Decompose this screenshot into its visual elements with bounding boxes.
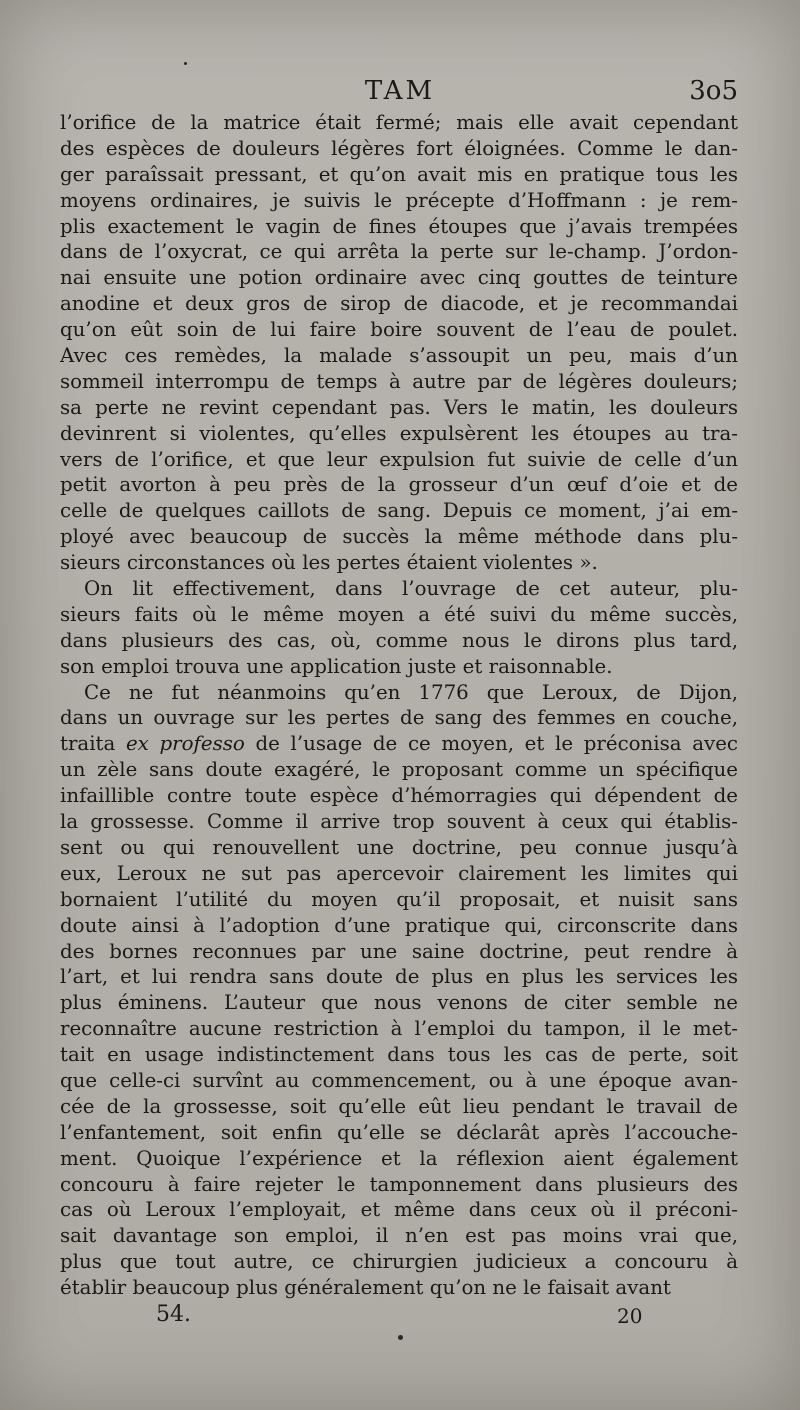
paragraph	[60, 680, 738, 1301]
ink-speck	[398, 1335, 403, 1340]
text-line: moyens ordinaires, je suivis le précepte d’Hoffmann : je rem-	[60, 188, 738, 212]
text-line	[60, 731, 738, 757]
text-line: vers de l’orifice, et que leur expulsion fut suivie de celle d’un	[60, 447, 738, 471]
text-line: tait en usage indistinctement dans tous les cas de perte, soit	[60, 1043, 738, 1067]
text-line: sa perte ne revint cependant pas. Vers le matin, les douleurs	[60, 395, 738, 419]
text-line: On lit effectivement, dans l’ouvrage de cet auteur, plu-	[84, 577, 738, 601]
text-line: sieurs faits où le même moyen a été suivi du même succès,	[60, 602, 738, 626]
signature-mark: 54.	[156, 1302, 191, 1327]
text-line: l’orifice de la matrice était fermé; mais elle avait cependant	[60, 111, 738, 134]
text-line: eux, Leroux ne sut pas apercevoir clairement les limites qui	[60, 861, 738, 885]
text-line: nai ensuite une potion ordinaire avec cinq gouttes de teinture	[60, 266, 738, 290]
text-line: ger paraîssait pressant, et qu’on avait mis en pratique tous les	[60, 162, 738, 186]
text-line: reconnaître aucune restriction à l’emploi du tampon, il le met-	[60, 1017, 738, 1041]
text-run: de l’usage de ce moyen, et le préconisa avec	[244, 732, 738, 756]
text-line: plis exactement le vagin de fines étoupes que j’avais trempées	[60, 214, 738, 238]
text-line: concouru à faire rejeter le tamponnement dans plusieurs des	[60, 1172, 738, 1196]
text-line: des espèces de douleurs légères fort éloignées. Comme le dan-	[60, 136, 738, 160]
text-line: un zèle sans doute exagéré, le proposant comme un spécifique	[60, 758, 738, 782]
text-line: doute ainsi à l’adoption d’une pratique qui, circonscrite dans	[60, 913, 738, 937]
text-line: devinrent si violentes, qu’elles expulsèrent les étoupes au tra-	[60, 421, 738, 445]
text-line: sommeil interrompu de temps à autre par de légères douleurs;	[60, 369, 738, 393]
text-line: Avec ces remèdes, la malade s’assoupit un peu, mais d’un	[60, 344, 738, 368]
paragraph	[60, 110, 738, 576]
text-run: traita	[60, 732, 126, 756]
running-title: TAM	[364, 76, 436, 106]
text-line: dans plusieurs des cas, où, comme nous le dirons plus tard,	[60, 628, 738, 652]
text-line: dans un ouvrage sur les pertes de sang des femmes en couche,	[60, 706, 738, 730]
paragraph	[60, 576, 738, 680]
text-line: anodine et deux gros de sirop de diacode, et je recommandai	[60, 292, 738, 316]
text-line: infaillible contre toute espèce d’hémorragies qui dépendent de	[60, 784, 738, 808]
text-line: bornaient l’utilité du moyen qu’il proposait, et nuisit sans	[60, 887, 738, 911]
ink-speck	[184, 62, 187, 65]
page-header	[0, 76, 800, 108]
text-line: l’enfantement, soit enfin qu’elle se déclarât après l’accouche-	[60, 1120, 738, 1144]
text-line: cas où Leroux l’employait, et même dans ceux où il préconi-	[60, 1198, 738, 1222]
text-line: ment. Quoique l’expérience et la réflexion aient également	[60, 1146, 738, 1170]
text-line: plus éminens. L’auteur que nous venons de citer semble ne	[60, 991, 738, 1015]
text-line: établir beaucoup plus généralement qu’on ne le faisait avant	[60, 1276, 671, 1300]
text-line: sent ou qui renouvellent une doctrine, peu connue jusqu’à	[60, 835, 738, 859]
sheet-number: 20	[617, 1304, 643, 1328]
body-text	[60, 110, 738, 1301]
text-line: dans de l’oxycrat, ce qui arrêta la perte sur le-champ. J’ordon-	[60, 240, 738, 264]
text-line: sieurs circonstances où les pertes étaient violentes ».	[60, 551, 598, 575]
page-number: 3o5	[689, 76, 738, 106]
text-line: ployé avec beaucoup de succès la même méthode dans plu-	[60, 525, 738, 549]
text-line: l’art, et lui rendra sans doute de plus en plus les services les	[60, 965, 738, 989]
text-line: qu’on eût soin de lui faire boire souvent de l’eau de poulet.	[60, 318, 738, 342]
text-line: petit avorton à peu près de la grosseur d’un œuf d’oie et de	[60, 473, 738, 497]
text-line: la grossesse. Comme il arrive trop souvent à ceux qui établis-	[60, 810, 738, 834]
text-line: son emploi trouva une application juste et raisonnable.	[60, 654, 613, 678]
text-line: cée de la grossesse, soit qu’elle eût lieu pendant le travail de	[60, 1094, 738, 1118]
text-line: que celle-ci survînt au commencement, ou à une époque avan-	[60, 1068, 738, 1092]
page-footer	[0, 1302, 800, 1332]
italic-phrase: ex professo	[125, 732, 245, 756]
text-line: Ce ne fut néanmoins qu’en 1776 que Leroux, de Dijon,	[84, 680, 738, 704]
text-line: des bornes reconnues par une saine doctrine, peut rendre à	[60, 939, 738, 963]
text-line: celle de quelques caillots de sang. Depuis ce moment, j’ai em-	[60, 499, 738, 523]
text-line: sait davantage son emploi, il n’en est pas moins vrai que,	[60, 1224, 738, 1248]
text-line: plus que tout autre, ce chirurgien judicieux a concouru à	[60, 1250, 738, 1274]
